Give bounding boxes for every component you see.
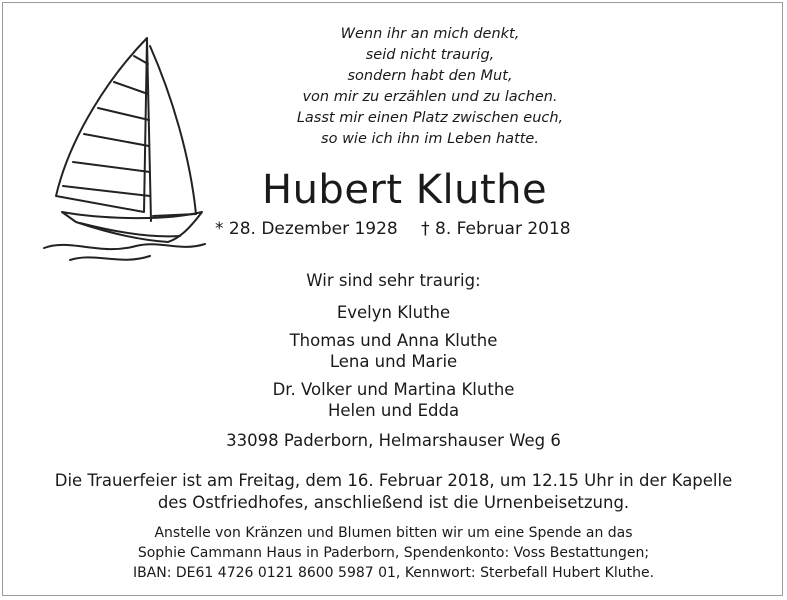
deceased-name: Hubert Kluthe — [262, 167, 548, 213]
service-line: Die Trauerfeier ist am Freitag, dem 16. Februar 2018, um 12.15 Uhr in der Kapelle — [54, 471, 733, 490]
life-dates — [215, 218, 571, 240]
mourner-line: Dr. Volker und Martina Kluthe — [272, 380, 515, 399]
donation-info — [0, 523, 787, 583]
poem — [270, 24, 590, 150]
mourner-line: Lena und Marie — [329, 352, 458, 371]
service-line: des Ostfriedhofes, anschließend ist die Urnenbeisetzung. — [157, 493, 630, 512]
sailboat-illustration — [40, 16, 210, 266]
mourners-list — [0, 302, 787, 421]
poem-line: von mir zu erzählen und zu lachen. — [302, 89, 558, 105]
poem-line: Lasst mir einen Platz zwischen euch, — [296, 110, 564, 126]
poem-line: seid nicht traurig, — [365, 47, 495, 63]
mourning-intro: Wir sind sehr traurig: — [306, 271, 481, 290]
birth-date: * 28. Dezember 1928 — [215, 219, 398, 239]
poem-line: sondern habt den Mut, — [347, 68, 513, 84]
donation-line: Anstelle von Kränzen und Blumen bitten wir um eine Spende an das — [154, 525, 633, 541]
poem-line: Wenn ihr an mich denkt, — [340, 26, 520, 42]
poem-line: so wie ich ihn im Leben hatte. — [321, 131, 539, 147]
funeral-service-info — [0, 470, 787, 514]
death-date: † 8. Februar 2018 — [421, 219, 571, 239]
donation-line: Sophie Cammann Haus in Paderborn, Spendenkonto: Voss Bestattungen; — [137, 545, 650, 561]
family-address: 33098 Paderborn, Helmarshauser Weg 6 — [226, 431, 561, 450]
donation-line: IBAN: DE61 4726 0121 8600 5987 01, Kennwort: Sterbefall Hubert Kluthe. — [132, 565, 655, 581]
mourner-line: Helen und Edda — [327, 401, 460, 420]
mourner-line: Thomas und Anna Kluthe — [289, 331, 498, 350]
mourner-line: Evelyn Kluthe — [336, 303, 451, 322]
